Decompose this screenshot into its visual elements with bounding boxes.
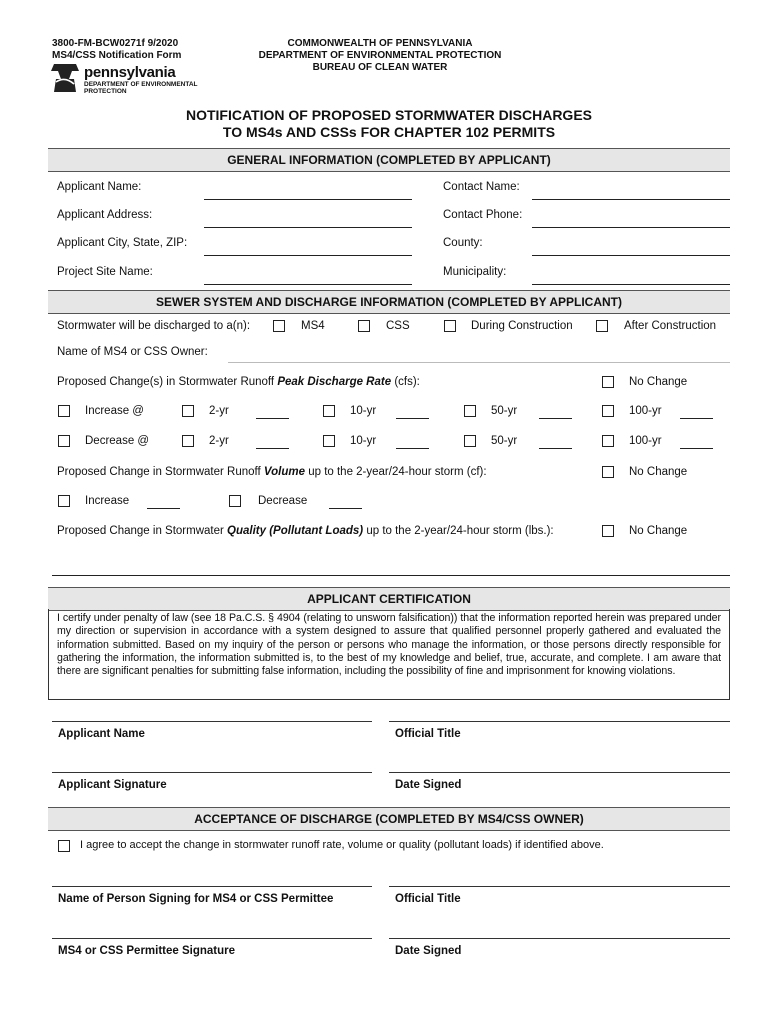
permittee-signature-label: MS4 or CSS Permittee Signature [58,945,236,957]
volume-no-change-checkbox[interactable] [602,466,614,478]
acceptance-date-label: Date Signed [395,945,462,957]
increase-2yr-label: 2-yr [209,405,229,417]
increase-50yr-field[interactable] [539,418,572,419]
contact-phone-label: Contact Phone: [443,209,523,221]
peak-suffix: (cfs): [391,376,420,388]
volume-increase-field[interactable] [147,508,180,509]
volume-suffix: up to the 2-year/24-hour storm (cf): [305,466,487,478]
form-code: 3800-FM-BCW0271f 9/2020 [52,38,179,49]
form-title-line-1: NOTIFICATION OF PROPOSED STORMWATER DISCHARGES [185,107,592,123]
applicant-signature-line[interactable] [52,772,372,773]
contact-phone-field[interactable] [532,227,730,228]
decrease-2yr-checkbox[interactable] [182,435,194,447]
applicant-name-field[interactable] [204,199,412,200]
project-site-field[interactable] [204,284,412,285]
certification-text: I certify under penalty of law (see 18 Pa.C.S. § 4904 (relating to unsworn falsification)) that the information reported herein was prepared under my direction or supervision in accordance with a system designed to assure that qualified personnel properly gathered and evaluated the information submitted. Based on my inquiry of the person or persons who manage the information, or those persons directly responsible for gathering the information, the information submitted is, to the best of my knowledge and belief, true, accurate, and complete. I am aware that there are significant penalties for submitting false information, including the possibility of fine and imprisonment for knowing violations. [57,612,721,678]
increase-100yr-checkbox[interactable] [602,405,614,417]
volume-increase-label: Increase [85,495,130,507]
quality-emphasis: Quality (Pollutant Loads) [227,525,364,537]
decrease-50yr-checkbox[interactable] [464,435,476,447]
certification-box [48,609,730,700]
agency-line-2: DEPARTMENT OF ENVIRONMENTAL PROTECTION [258,50,502,61]
quality-no-change-checkbox[interactable] [602,525,614,537]
discharged-to-label: Stormwater will be discharged to a(n): [57,320,251,332]
increase-50yr-label: 50-yr [491,405,518,417]
peak-prefix: Proposed Change(s) in Stormwater Runoff [57,376,278,388]
pa-dep-logo [50,62,200,98]
agency-line-1: COMMONWEALTH OF PENNSYLVANIA [287,38,473,49]
applicant-city-field[interactable] [204,255,412,256]
during-construction-label: During Construction [471,320,573,332]
official-title-line[interactable] [389,721,730,722]
increase-10yr-checkbox[interactable] [323,405,335,417]
increase-2yr-field[interactable] [256,418,289,419]
increase-10yr-label: 10-yr [350,405,377,417]
owner-name-field[interactable] [228,362,730,363]
quality-label [57,525,554,537]
sewer-info-heading [48,290,730,314]
volume-decrease-label: Decrease [258,495,308,507]
acceptance-title-label: Official Title [395,893,461,905]
css-checkbox[interactable] [358,320,370,332]
peak-discharge-label [57,376,420,388]
agree-label: I agree to accept the change in stormwater runoff rate, volume or quality (pollutant loads) if identified above. [80,839,604,851]
certification-heading-text: APPLICANT CERTIFICATION [307,592,471,606]
decrease-50yr-label: 50-yr [491,435,518,447]
form-name: MS4/CSS Notification Form [52,50,182,61]
ms4-checkbox[interactable] [273,320,285,332]
quality-field[interactable] [52,575,730,576]
decrease-at-label: Decrease @ [85,435,150,447]
applicant-name-sig-label: Applicant Name [58,728,145,740]
logo-wordmark: pennsylvania [84,64,176,81]
increase-at-label: Increase @ [85,405,144,417]
decrease-100yr-checkbox[interactable] [602,435,614,447]
decrease-2yr-field[interactable] [256,448,289,449]
decrease-10yr-field[interactable] [396,448,429,449]
volume-increase-checkbox[interactable] [58,495,70,507]
keystone-icon [50,62,80,94]
permittee-signature-line[interactable] [52,938,372,939]
increase-50yr-checkbox[interactable] [464,405,476,417]
volume-prefix: Proposed Change in Stormwater Runoff [57,466,264,478]
form-title-line-2: TO MS4s AND CSSs FOR CHAPTER 102 PERMITS [222,124,556,140]
increase-2yr-checkbox[interactable] [182,405,194,417]
volume-decrease-checkbox[interactable] [229,495,241,507]
acceptance-heading [48,807,730,831]
contact-name-field[interactable] [532,199,730,200]
after-construction-checkbox[interactable] [596,320,608,332]
volume-no-change-label: No Change [629,466,688,478]
peak-no-change-label: No Change [629,376,688,388]
official-title-label: Official Title [395,728,461,740]
increase-100yr-label: 100-yr [629,405,662,417]
general-info-heading [48,148,730,172]
municipality-label: Municipality: [443,266,507,278]
quality-suffix: up to the 2-year/24-hour storm (lbs.): [363,525,554,537]
decrease-checkbox[interactable] [58,435,70,447]
increase-10yr-field[interactable] [396,418,429,419]
increase-100yr-field[interactable] [680,418,713,419]
decrease-10yr-label: 10-yr [350,435,377,447]
contact-name-label: Contact Name: [443,181,520,193]
decrease-50yr-field[interactable] [539,448,572,449]
quality-prefix: Proposed Change in Stormwater [57,525,228,537]
acceptance-heading-text: ACCEPTANCE OF DISCHARGE (COMPLETED BY MS4/CSS OWNER) [194,812,584,826]
ms4-label: MS4 [301,320,325,332]
applicant-name-line[interactable] [52,721,372,722]
during-construction-checkbox[interactable] [444,320,456,332]
agree-checkbox[interactable] [58,840,70,852]
general-info-heading-text: GENERAL INFORMATION (COMPLETED BY APPLICANT) [227,153,551,167]
county-label: County: [443,237,483,249]
applicant-signature-label: Applicant Signature [58,779,167,791]
date-signed-line[interactable] [389,772,730,773]
date-signed-label: Date Signed [395,779,462,791]
acceptance-title-line[interactable] [389,886,730,887]
decrease-10yr-checkbox[interactable] [323,435,335,447]
decrease-100yr-label: 100-yr [629,435,662,447]
logo-subtitle-2: PROTECTION [84,88,127,95]
name-signing-line[interactable] [52,886,372,887]
acceptance-date-line[interactable] [389,938,730,939]
municipality-field[interactable] [532,284,730,285]
decrease-2yr-label: 2-yr [209,435,229,447]
county-field[interactable] [532,255,730,256]
owner-name-label: Name of MS4 or CSS Owner: [57,346,208,358]
volume-emphasis: Volume [263,466,306,478]
volume-decrease-field[interactable] [329,508,362,509]
volume-label [57,466,487,478]
applicant-name-label: Applicant Name: [57,181,142,193]
peak-no-change-checkbox[interactable] [602,376,614,388]
css-label: CSS [386,320,410,332]
applicant-city-label: Applicant City, State, ZIP: [57,237,188,249]
applicant-address-label: Applicant Address: [57,209,153,221]
project-site-label: Project Site Name: [57,266,153,278]
quality-no-change-label: No Change [629,525,688,537]
after-construction-label: After Construction [624,320,717,332]
certification-heading [48,587,730,611]
increase-checkbox[interactable] [58,405,70,417]
peak-emphasis: Peak Discharge Rate [277,376,392,388]
sewer-info-heading-text: SEWER SYSTEM AND DISCHARGE INFORMATION (COMPLETED BY APPLICANT) [155,295,622,309]
decrease-100yr-field[interactable] [680,448,713,449]
name-signing-label: Name of Person Signing for MS4 or CSS Permittee [58,893,334,905]
agency-line-3: BUREAU OF CLEAN WATER [312,62,448,73]
logo-subtitle-1: DEPARTMENT OF ENVIRONMENTAL [84,81,198,88]
applicant-address-field[interactable] [204,227,412,228]
